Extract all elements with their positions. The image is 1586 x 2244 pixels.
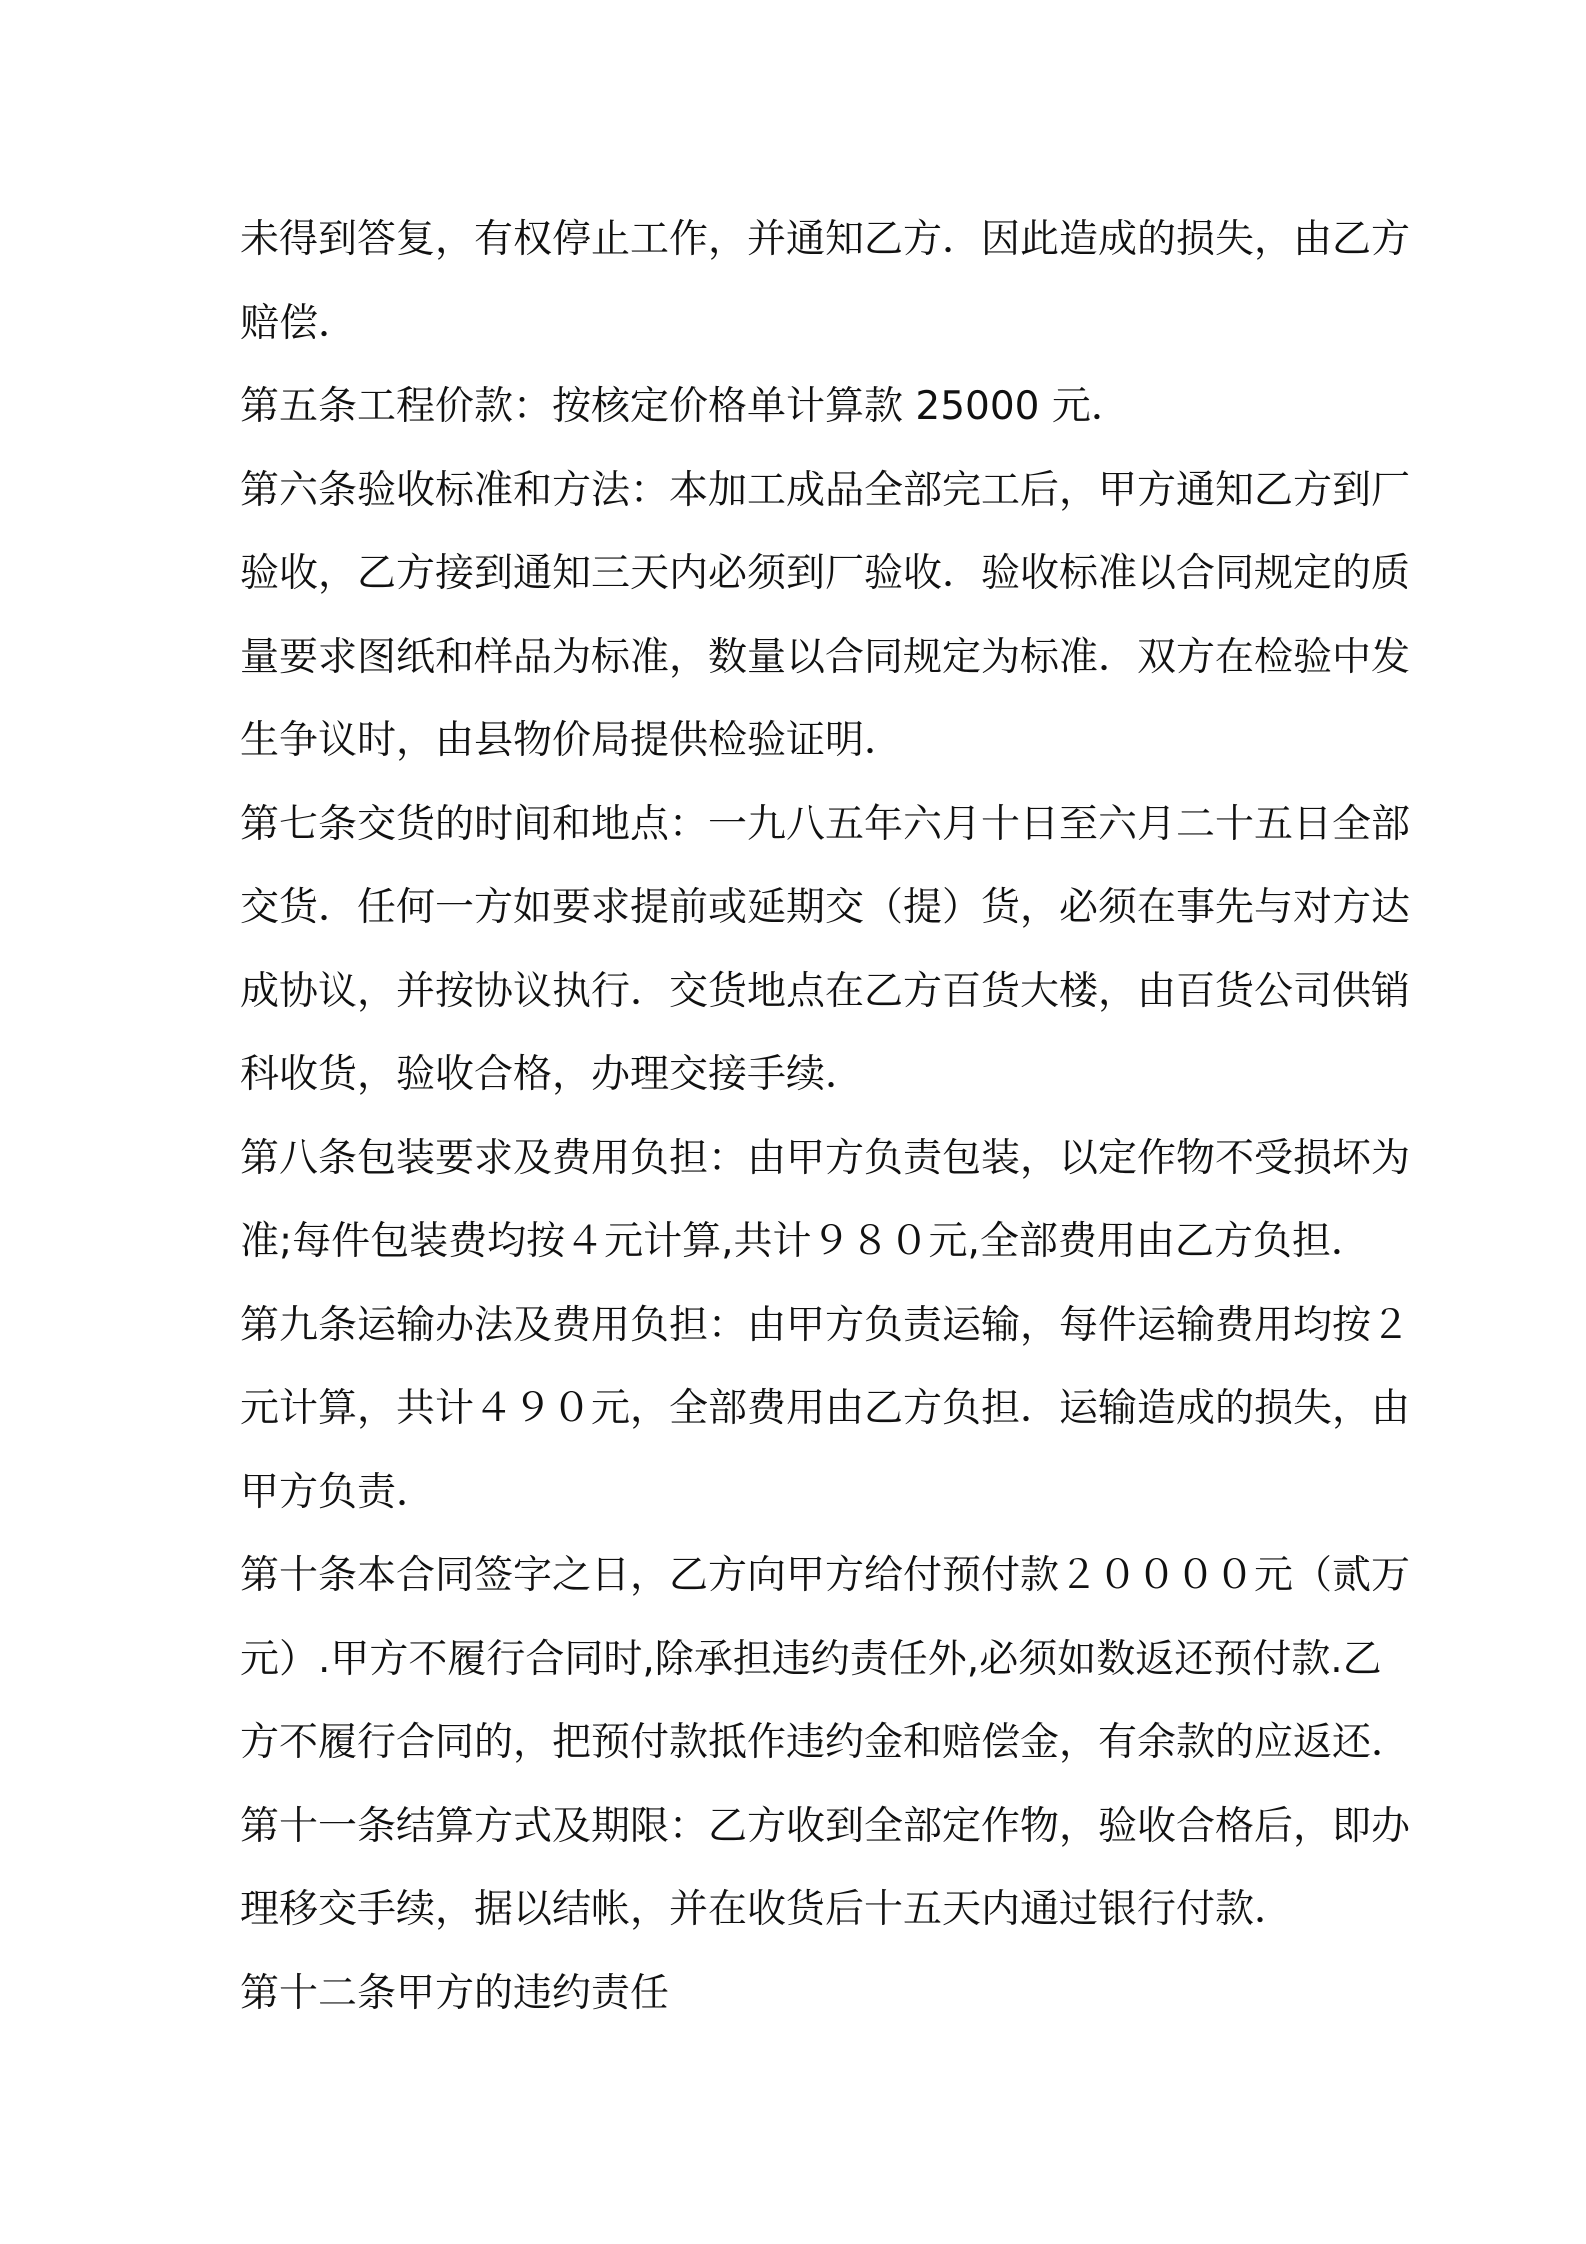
text-line: 元）.甲方不履行合同时,除承担违约责任外,必须如数返还预付款.乙: [240, 1636, 1382, 1682]
text-line: 准;每件包装费均按４元计算,共计９８０元,全部费用由乙方负担．: [240, 1219, 1370, 1264]
text-line: 赔偿．: [240, 300, 358, 346]
text-line: 第十二条甲方的违约责任: [240, 1970, 670, 2016]
text-line: 甲方负责．: [240, 1469, 436, 1515]
text-line: 第六条验收标准和方法：本加工成品全部完工后，甲方通知乙方到厂: [240, 467, 1411, 513]
text-line: 成协议，并按协议执行．交货地点在乙方百货大楼，由百货公司供销: [240, 968, 1411, 1014]
text-line: 第十一条结算方式及期限：乙方收到全部定作物，验收合格后，即办: [240, 1803, 1411, 1849]
text-line: 交货．任何一方如要求提前或延期交（提）货，必须在事先与对方达: [240, 885, 1411, 930]
text-line: 方不履行合同的，把预付款抵作违约金和赔偿金，有余款的应返还．: [240, 1720, 1411, 1765]
text-line: 验收，乙方接到通知三天内必须到厂验收．验收标准以合同规定的质: [240, 551, 1411, 596]
text-line: 科收货，验收合格，办理交接手续．: [240, 1052, 865, 1097]
text-line: 量要求图纸和样品为标准，数量以合同规定为标准．双方在检验中发: [240, 634, 1411, 680]
text-line: 未得到答复，有权停止工作，并通知乙方．因此造成的损失，由乙方: [240, 217, 1411, 262]
text-line: 元计算，共计４９０元，全部费用由乙方负担．运输造成的损失，由: [240, 1386, 1411, 1431]
text-line: 第八条包装要求及费用负担：由甲方负责包装，以定作物不受损坏为: [240, 1135, 1411, 1181]
text-line: 第五条工程价款：按核定价格单计算款 25000 元．: [240, 384, 1130, 429]
text-line: 第十条本合同签字之日，乙方向甲方给付预付款２００００元（贰万: [240, 1553, 1411, 1598]
text-line: 第七条交货的时间和地点：一九八五年六月十日至六月二十五日全部: [240, 801, 1411, 847]
text-line: 理移交手续，据以结帐，并在收货后十五天内通过银行付款．: [240, 1887, 1294, 1932]
text-line: 第九条运输办法及费用负担：由甲方负责运输，每件运输费用均按２: [240, 1302, 1411, 1348]
text-line: 生争议时，由县物价局提供检验证明．: [240, 718, 904, 763]
document-body: [240, 198, 1411, 2035]
